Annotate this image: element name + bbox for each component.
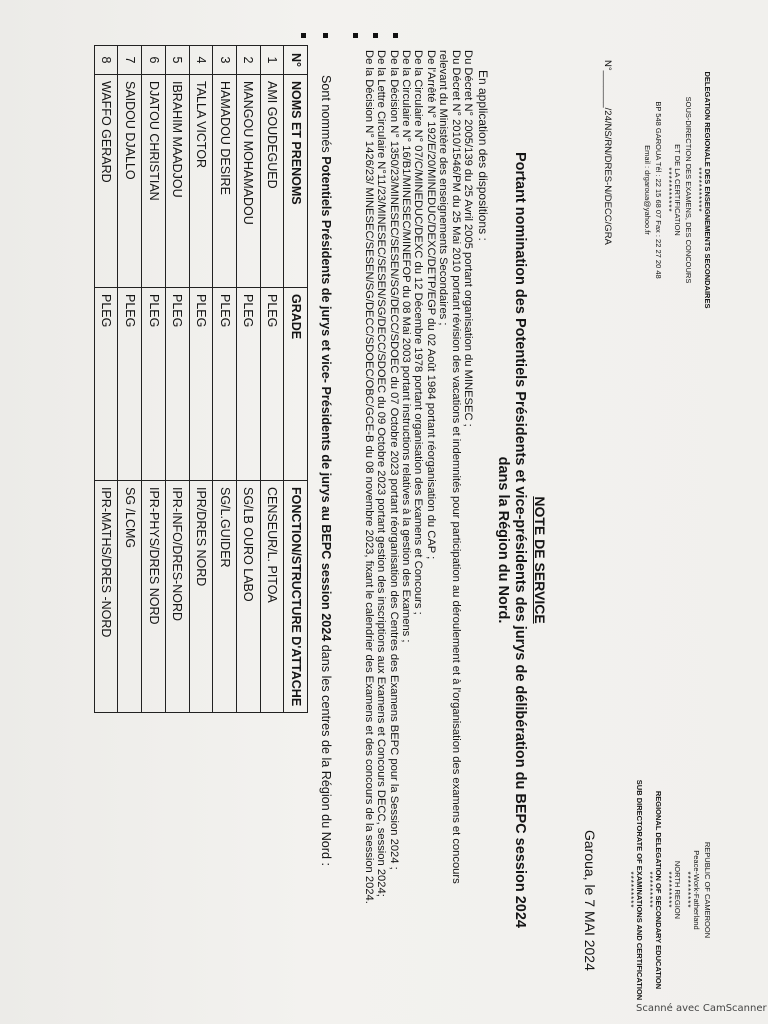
scan-dot [373,33,378,38]
table-row [213,46,237,713]
table-row [118,46,142,713]
table-row [189,46,213,713]
cell-number: 8 [94,46,118,75]
visa-line: De l'Arrêté N° 192/E/20/MINEDUC/DEXC/DETP/EGP du 02 Août 1984 portant réorganisation du CAP ; [424,50,437,560]
visa-line: De la Circulaire N° 07/C/MINEDUC/DEXC du 12 Décembre 1978 portant organisation des Examens et Concours ; [412,50,425,615]
cell-number: 3 [213,46,237,75]
header-right-line1: REPUBLIC OF CAMEROON [703,841,712,939]
decision-bold: Potentiels Présidents de jurys et vice- Présidents de jurys au BEPC session 2024 [319,156,333,642]
col-header-function: FONCTION/STRUCTURE D'ATTACHE [284,481,308,713]
header-left [642,50,713,330]
cell-number: 2 [236,46,260,75]
visa-line: relevant du Ministère des enseignements Secondaires ; [437,50,450,326]
cell-name: AMI GOUDEGUED [260,75,284,288]
main-title-line2: dans la Région du Nord. [495,456,511,624]
cell-grade: PLEG [94,288,118,481]
header-right-stars: ********* [645,871,654,909]
cell-grade: PLEG [236,288,260,481]
cell-grade: PLEG [213,288,237,481]
cell-grade: PLEG [142,288,166,481]
header-right-stars: ********* [664,871,673,909]
visa-line: De la Lettre Circulaire N°11/23/MINESEC/SESEN/SG/DECC/SDOEC du 09 Octobre 2023 portant gestion des inscriptions aux Examens et Concours DECC, session 2024; [375,50,388,897]
cell-name: SAIDOU DJALLO [118,75,142,288]
visa-line: De la Décision N° 1350/23/MINESEC/SESEN/SG/DECC/SDOEC du 07 Octobre 2023 portant réorganisation des Centres des Examens BEPC pour la Session 2024 ; [387,50,400,870]
col-header-grade: GRADE [284,288,308,481]
table-row [260,46,284,713]
cell-function: CENSEUR/L. PITOA [260,481,284,713]
cell-function: SG/LB OURO LABO [236,481,260,713]
cell-name: TALLA VICTOR [189,75,213,288]
cell-name: IBRAHIM MAADJOU [165,75,189,288]
main-title-line1: Portant nomination des Potentiels Présidents et vice-présidents des jurys de délibération du BEPC session 2024 [512,152,528,928]
header-right-delegation: REGIONAL DELEGATION OF SECONDARY EDUCATION [654,790,663,990]
header-left-stars: *********** [664,167,673,213]
header-right-stars: ********* [683,871,692,909]
cell-grade: PLEG [260,288,284,481]
visas-list [362,50,474,904]
header-right [626,760,713,1020]
cell-grade: PLEG [118,288,142,481]
application-intro: En application des dispositions : [476,70,490,241]
header-right-region: NORTH REGION [673,860,682,920]
decision-suffix: dans les centres de la Région du Nord : [319,641,333,866]
header-left-line3: ET DE LA CERTIFICATION [673,144,682,236]
cell-name: DJATOU CHRISTIAN [142,75,166,288]
cell-name: MANGOU MOHAMADOU [236,75,260,288]
decision-prefix: Sont nommés [319,75,333,157]
decision-sentence [319,75,333,866]
visa-line: Du Décret N° 2005/139 du 25 Avril 2005 portant organisation du MINESEC ; [462,50,474,427]
header-right-stars: ********* [626,871,635,909]
cell-function: SG /LCMG [118,481,142,713]
scan-dot [323,33,328,38]
scan-dot [393,33,398,38]
table-row [165,46,189,713]
scanner-watermark: Scanné avec CamScanner [636,1003,767,1014]
cell-number: 6 [142,46,166,75]
visa-line: Du Décret N° 2010/1546/PM du 25 Mai 2010 portant révision des vacations et indemnités pour participation au déroulement et à l'organisation des examens et concours [449,50,462,884]
note-title: NOTE DE SERVICE [532,496,548,624]
cell-number: 1 [260,46,284,75]
cell-number: 7 [118,46,142,75]
table-row [236,46,260,713]
cell-function: IPR-MATHS/DRES -NORD [94,481,118,713]
header-left-line1: DELEGATION REGIONALE DES ENSEIGNEMENTS SECONDAIRES [703,71,712,309]
visa-line: De la Décision N° 1426/23/ MINESEC/SESEN/SG/DECC/SDOEC/OBC/GCE-B du 08 novembre 2023, fixant le calendrier des Examens et des concours de la session 2024. [362,50,375,904]
col-header-name: NOMS ET PRENOMS [284,75,308,288]
table-header-row [284,46,308,713]
col-header-number: N° [284,46,308,75]
place-date: Garoua, le 7 MAI 2024 [582,830,598,971]
reference-number: N°_______/24/NS/RN/DRES-N/DECC/GRA [602,60,613,245]
header-left-line2: SOUS-DIRECTION DES EXAMENS, DES CONCOURS [684,96,693,284]
table-row [142,46,166,713]
header-left-line4: BP 548 GAROUA Tél : 22 15 68 07 Fax : 22 27 20 48 [654,101,663,279]
scan-dot [353,33,358,38]
cell-name: HAMADOU DESIRE [213,75,237,288]
cell-function: IPR-PHYS/DRES NORD [142,481,166,713]
cell-number: 4 [189,46,213,75]
table-row [94,46,118,713]
cell-function: SG/L.GUIDER [213,481,237,713]
header-left-stars: *********** [694,167,703,213]
header-right-subdirectorate: SUB DIRECTORATE OF EXAMINATIONS AND CERTIFICATION [635,779,644,1001]
scan-dot [301,33,306,38]
main-title [494,120,528,960]
header-left-email: Email : drgaroua@yahoo.fr [643,145,652,235]
cell-function: IPR-INFO/DRES-NORD [165,481,189,713]
cell-number: 5 [165,46,189,75]
visa-line: De la Circulaire N° 16/B1/MINESEC/MINEFOP du 08 Mai 2003 portant instructions relatives à la gestion des Examens ; [399,50,412,643]
header-right-motto: Peace-Work-Fatherland [692,850,701,930]
cell-grade: PLEG [165,288,189,481]
cell-function: IPR/DRES NORD [189,481,213,713]
cell-grade: PLEG [189,288,213,481]
cell-name: WAFFO GERARD [94,75,118,288]
nominees-table [94,45,308,713]
